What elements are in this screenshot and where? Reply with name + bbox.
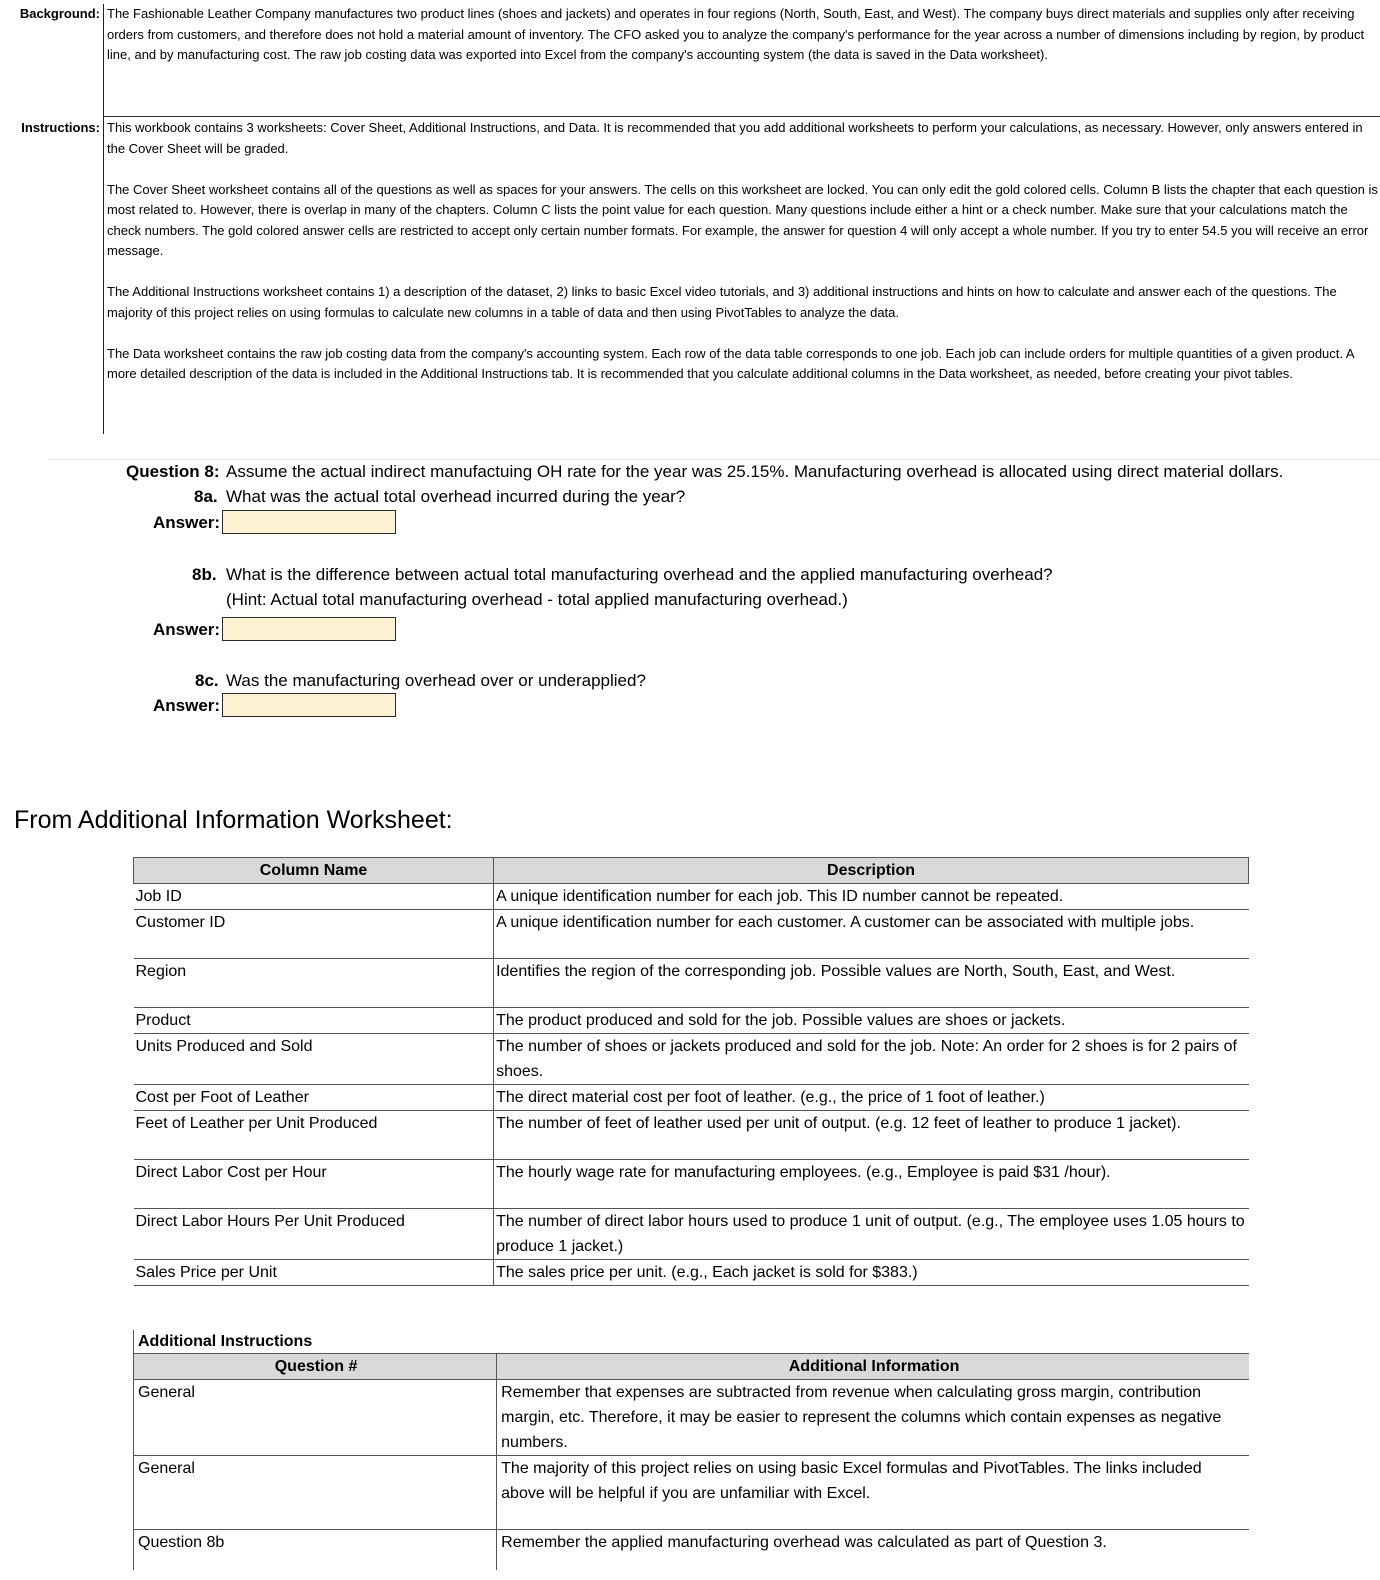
answer-label-8b: Answer: <box>153 620 221 639</box>
column-description-cell: A unique identification number for each job. This ID number cannot be repeated. <box>494 884 1249 910</box>
column-header-name: Column Name <box>134 858 494 884</box>
background-label: Background: <box>19 6 100 21</box>
table-row <box>134 1530 1250 1570</box>
column-description-cell: The number of direct labor hours used to produce 1 unit of output. (e.g., The employee uses 1.05 hours to produce 1 jacket.) <box>494 1209 1249 1260</box>
question-8-label: Question 8: <box>126 462 220 481</box>
question-number-cell: Question 8b <box>134 1530 497 1570</box>
divider <box>48 459 1380 460</box>
table-row <box>134 884 1249 910</box>
question-8b-text: What is the difference between actual total manufacturing overhead and the applied manufacturing overhead? <box>226 565 1053 584</box>
column-name-cell: Units Produced and Sold <box>134 1034 494 1085</box>
question-number-cell: General <box>134 1380 497 1456</box>
table-row <box>134 1111 1249 1160</box>
instructions-paragraph-2: The Cover Sheet worksheet contains all of the questions as well as spaces for your answers. The cells on this worksheet are locked. You can only edit the gold colored cells. Column B lists the chapter that each question is most related to. However, there is overlap in many of the chapters. Column C lists the point value for each question. Many questions include either a hint or a check number. Make sure that your calculations match the check numbers. The gold colored answer cells are restricted to accept only certain number formats. For example, the answer for question 4 will only accept a whole number. If you try to enter 54.5 you will receive an error message. <box>107 181 1378 258</box>
column-description-cell: The product produced and sold for the job. Possible values are shoes or jackets. <box>494 1008 1249 1034</box>
background-row <box>0 4 1380 116</box>
column-description-cell: The hourly wage rate for manufacturing employees. (e.g., Employee is paid $31 /hour). <box>494 1160 1249 1209</box>
table-row <box>134 1008 1249 1034</box>
column-name-cell: Region <box>134 959 494 1008</box>
table-row <box>134 1456 1250 1530</box>
question-number-header: Question # <box>134 1354 497 1380</box>
column-name-cell: Direct Labor Hours Per Unit Produced <box>134 1209 494 1260</box>
additional-instructions-table <box>133 1353 1249 1570</box>
answer-label-8c: Answer: <box>153 696 221 715</box>
column-description-cell: The number of shoes or jackets produced and sold for the job. Note: An order for 2 shoes is for 2 pairs of shoes. <box>494 1034 1249 1085</box>
answer-input-8c[interactable] <box>222 693 396 717</box>
column-description-table <box>133 857 1249 1286</box>
instructions-text <box>103 116 1380 434</box>
column-description-cell: Identifies the region of the corresponding job. Possible values are North, South, East, and West. <box>494 959 1249 1008</box>
column-header-description: Description <box>494 858 1249 884</box>
question-8a-text: What was the actual total overhead incurred during the year? <box>226 487 686 506</box>
table-row <box>134 1085 1249 1111</box>
question-8c-label: 8c. <box>195 671 219 690</box>
table-row <box>134 1160 1249 1209</box>
column-name-cell: Direct Labor Cost per Hour <box>134 1160 494 1209</box>
column-name-cell: Job ID <box>134 884 494 910</box>
column-name-cell: Feet of Leather per Unit Produced <box>134 1111 494 1160</box>
question-number-cell: General <box>134 1456 497 1530</box>
column-name-cell: Cost per Foot of Leather <box>134 1085 494 1111</box>
column-description-cell: A unique identification number for each customer. A customer can be associated with multiple jobs. <box>494 910 1249 959</box>
instructions-paragraph-4: The Data worksheet contains the raw job costing data from the company's accounting system. Each row of the data table corresponds to one job. Each job can include orders for multiple quantities of a given product. A more detailed description of the data is included in the Additional Instructions tab. It is recommended that you calculate additional columns in the Data worksheet, as needed, before creating your pivot tables. <box>107 345 1354 381</box>
answer-input-8a[interactable] <box>222 510 396 534</box>
instructions-paragraph-1: This workbook contains 3 worksheets: Cover Sheet, Additional Instructions, and Data. It is recommended that you add additional worksheets to perform your calculations, as necessary. However, only answers entered in the Cover Sheet will be graded. <box>107 120 1363 156</box>
instructions-paragraph-3: The Additional Instructions worksheet contains 1) a description of the dataset, 2) links to basic Excel video tutorials, and 3) additional instructions and hints on how to calculate and answer each of the questions. The majority of this project relies on using formulas to calculate new columns in a table of data and then using PivotTables to analyze the data. <box>107 284 1337 320</box>
column-description-cell: The number of feet of leather used per unit of output. (e.g. 12 feet of leather to produce 1 jacket). <box>494 1111 1249 1160</box>
question-8b-hint: (Hint: Actual total manufacturing overhead - total applied manufacturing overhead.) <box>226 590 848 609</box>
additional-information-cell: Remember that expenses are subtracted from revenue when calculating gross margin, contribution margin, etc. Therefore, it may be easier to represent the columns which contain expenses as negative numbers. <box>497 1380 1249 1456</box>
question-8b-label: 8b. <box>192 565 217 584</box>
column-name-cell: Sales Price per Unit <box>134 1260 494 1286</box>
instructions-label: Instructions: <box>21 120 100 135</box>
table-row <box>134 1380 1250 1456</box>
column-description-cell: The direct material cost per foot of leather. (e.g., the price of 1 foot of leather.) <box>494 1085 1249 1111</box>
additional-info-title: From Additional Information Worksheet: <box>14 806 453 834</box>
question-8a-label: 8a. <box>194 487 218 506</box>
table-row <box>134 959 1249 1008</box>
table-row <box>134 1034 1249 1085</box>
additional-instructions-title: Additional Instructions <box>133 1330 312 1353</box>
background-paragraph: The Fashionable Leather Company manufactures two product lines (shoes and jackets) and operates in four regions (North, South, East, and West). The company buys direct materials and supplies only after receiving orders from customers, and therefore does not hold a material amount of inventory. The CFO asked you to analyze the company's performance for the year across a number of dimensions including by region, by product line, and by manufacturing cost. The raw job costing data was exported into Excel from the company's accounting system (the data is saved in the Data worksheet). <box>107 6 1365 62</box>
table-row <box>134 1260 1249 1286</box>
table-row <box>134 1209 1249 1260</box>
column-description-cell: The sales price per unit. (e.g., Each jacket is sold for $383.) <box>494 1260 1249 1286</box>
background-text <box>103 4 1380 116</box>
column-name-cell: Customer ID <box>134 910 494 959</box>
question-8-text: Assume the actual indirect manufactuing OH rate for the year was 25.15%. Manufacturing overhead is allocated using direct material dollars. <box>226 462 1284 481</box>
instructions-row <box>0 116 1380 434</box>
additional-information-cell: Remember the applied manufacturing overhead was calculated as part of Question 3. <box>501 1534 1107 1551</box>
additional-information-header: Additional Information <box>497 1354 1249 1380</box>
additional-information-cell: The majority of this project relies on using basic Excel formulas and PivotTables. The links included above will be helpful if you are unfamiliar with Excel. <box>497 1456 1249 1530</box>
question-8c-text: Was the manufacturing overhead over or underapplied? <box>226 671 646 690</box>
answer-label-8a: Answer: <box>153 513 221 532</box>
answer-input-8b[interactable] <box>222 617 396 641</box>
column-name-cell: Product <box>134 1008 494 1034</box>
table-row <box>134 910 1249 959</box>
